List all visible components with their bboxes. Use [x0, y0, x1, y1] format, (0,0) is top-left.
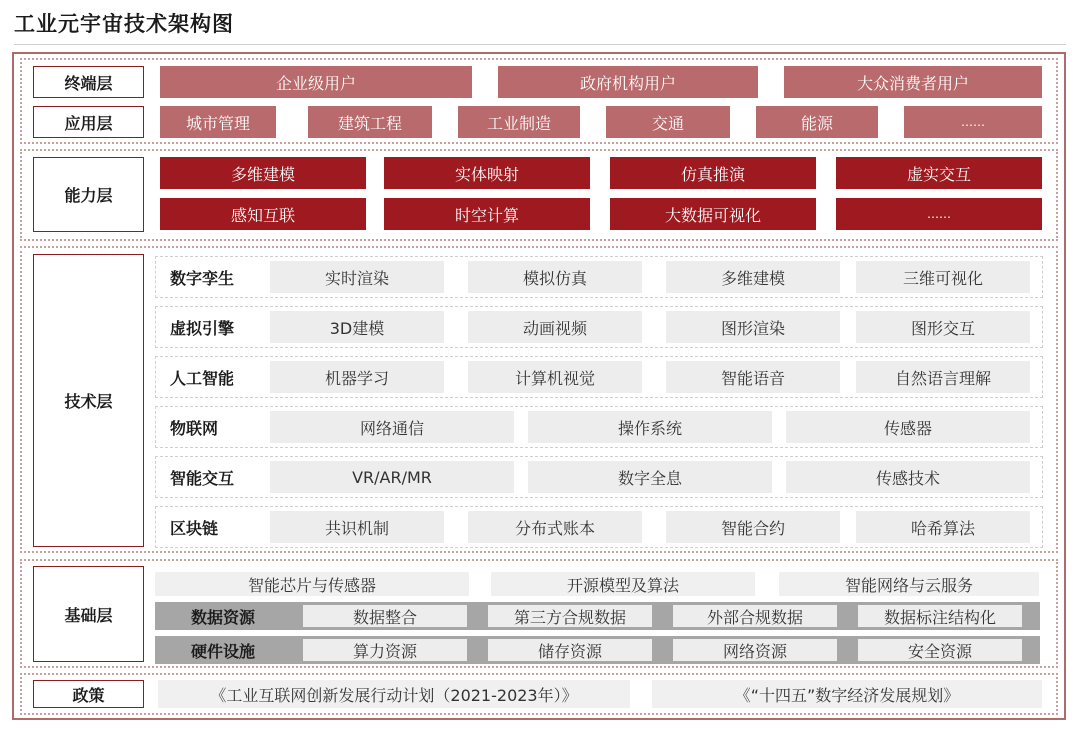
tech-item: 操作系统 [528, 411, 772, 443]
tech-item: 哈希算法 [856, 511, 1030, 543]
tech-item: 多维建模 [666, 261, 840, 293]
data-resource-item: 外部合规数据 [673, 605, 837, 627]
hardware-item: 储存资源 [488, 639, 652, 661]
tech-item: 网络通信 [270, 411, 514, 443]
layer-label-capability: 能力层 [33, 157, 144, 232]
hardware-item: 算力资源 [303, 639, 467, 661]
tech-item: 数字全息 [528, 461, 772, 493]
tech-row-label: 区块链 [170, 518, 219, 538]
tech-item: 三维可视化 [856, 261, 1030, 293]
hardware-item: 安全资源 [858, 639, 1022, 661]
tech-row-label: 虚拟引擎 [170, 318, 235, 338]
tech-item: 传感器 [786, 411, 1030, 443]
capability-item: 实体映射 [384, 157, 590, 189]
terminal-item-consumer: 大众消费者用户 [784, 66, 1042, 98]
layer-label-terminal: 终端层 [33, 66, 144, 98]
tech-row-label: 智能交互 [170, 468, 235, 488]
diagram-title: 工业元宇宙技术架构图 [14, 12, 234, 36]
title-divider [14, 44, 1066, 45]
data-resource-item: 第三方合规数据 [488, 605, 652, 627]
application-item: 工业制造 [458, 106, 580, 138]
data-resource-item: 数据整合 [303, 605, 467, 627]
tech-item: 分布式账本 [468, 511, 642, 543]
tech-item: 模拟仿真 [468, 261, 642, 293]
data-resources-label: 数据资源 [190, 607, 255, 627]
capability-item: 时空计算 [384, 198, 590, 230]
data-resource-item: 数据标注结构化 [858, 605, 1022, 627]
terminal-item-enterprise: 企业级用户 [160, 66, 472, 98]
tech-item: 共识机制 [270, 511, 444, 543]
policy-item: 《“十四五”数字经济发展规划》 [652, 680, 1042, 708]
tech-item: 3D建模 [270, 311, 444, 343]
layer-label-foundation: 基础层 [33, 566, 144, 662]
application-item: 城市管理 [160, 106, 276, 138]
tech-item: VR/AR/MR [270, 461, 514, 493]
application-item: 建筑工程 [308, 106, 432, 138]
terminal-item-government: 政府机构用户 [498, 66, 758, 98]
application-item: 能源 [756, 106, 878, 138]
capability-item: 仿真推演 [610, 157, 816, 189]
tech-item: 自然语言理解 [856, 361, 1030, 393]
tech-item: 传感技术 [786, 461, 1030, 493]
foundation-top-item: 开源模型及算法 [491, 572, 755, 596]
capability-item: 大数据可视化 [610, 198, 816, 230]
foundation-top-item: 智能芯片与传感器 [155, 572, 469, 596]
application-item: 交通 [606, 106, 730, 138]
tech-item: 智能语音 [666, 361, 840, 393]
tech-row-label: 物联网 [170, 418, 219, 438]
tech-row-label: 数字孪生 [170, 268, 235, 288]
capability-item: 多维建模 [160, 157, 366, 189]
tech-item: 动画视频 [468, 311, 642, 343]
tech-item: 智能合约 [666, 511, 840, 543]
application-item-more: …… [904, 106, 1042, 138]
capability-item-more: …… [836, 198, 1042, 230]
tech-item: 图形渲染 [666, 311, 840, 343]
hardware-label: 硬件设施 [190, 641, 255, 661]
policy-item: 《工业互联网创新发展行动计划（2021-2023年）》 [158, 680, 630, 708]
hardware-item: 网络资源 [673, 639, 837, 661]
tech-item: 图形交互 [856, 311, 1030, 343]
tech-item: 机器学习 [270, 361, 444, 393]
tech-item: 实时渲染 [270, 261, 444, 293]
tech-item: 计算机视觉 [468, 361, 642, 393]
foundation-top-item: 智能网络与云服务 [779, 572, 1039, 596]
capability-item: 感知互联 [160, 198, 366, 230]
layer-label-technology: 技术层 [33, 254, 144, 547]
capability-item: 虚实交互 [836, 157, 1042, 189]
layer-label-application: 应用层 [33, 106, 144, 138]
tech-row-label: 人工智能 [170, 368, 235, 388]
layer-label-policy: 政策 [33, 680, 144, 708]
